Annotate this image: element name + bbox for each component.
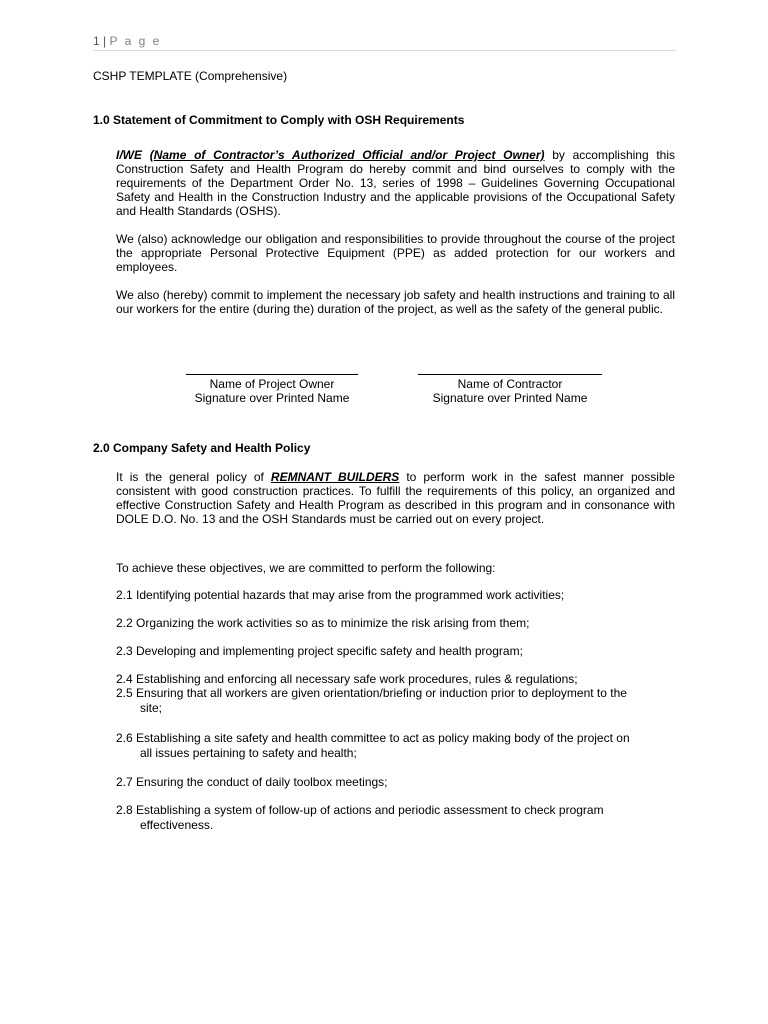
- list-item-text: 2.3 Developing and implementing project specific safety and health program;: [116, 644, 523, 658]
- policy-text-rest: to perform work in the safest manner possible consistent with good construction practices. To fulfill the requirements of this policy, an organized and effective Construction Safety and Health Program as described in this program and in consonance with DOLE D.O. No. 13 and the OSH Standards must be carried out on every project.: [116, 470, 675, 526]
- section-1-paragraph-1: [116, 148, 675, 218]
- owner-signature-label: Signature over Printed Name: [194, 391, 350, 405]
- list-item-text: 2.8 Establishing a system of follow-up of actions and periodic assessment to check program: [116, 803, 604, 817]
- list-item: [116, 803, 675, 833]
- list-item-continuation: site;: [140, 701, 163, 715]
- contractor-signature-line: [418, 362, 602, 375]
- list-item: [116, 588, 675, 603]
- section-1-paragraph-3: We also (hereby) commit to implement the necessary job safety and health instructions and training to all our workers for the entire (during the) duration of the project, as well as the safety of the general public.: [116, 288, 675, 316]
- list-item-continuation: all issues pertaining to safety and health;: [140, 746, 357, 760]
- commitment-text: by accomplishing this Construction Safety and Health Program do hereby commit and bind ourselves to comply with the requirements of the Department Order No. 13, series of 1998 – Guidelines Governing Occupational Safety and Health in the Construction Industry and the applicable provisions of the Occupational Safety and Health Standards (OSHS).: [116, 148, 676, 218]
- policy-text-start: It is the general policy of: [116, 470, 271, 484]
- list-item: [116, 775, 675, 790]
- section-2-paragraph-2: To achieve these objectives, we are committed to perform the following:: [116, 561, 496, 575]
- list-item-continuation: effectiveness.: [140, 818, 214, 832]
- page-label: P a g e: [109, 34, 162, 48]
- list-item: [116, 644, 675, 659]
- owner-signature-line: [186, 362, 358, 375]
- company-name: REMNANT BUILDERS: [270, 470, 400, 484]
- authorized-official-placeholder: Name of Contractor’s Authorized Official and/or Project Owner): [153, 148, 545, 162]
- iwe-label: I/WE: [116, 148, 142, 162]
- section-2-paragraph-1: [116, 470, 675, 526]
- page-separator: |: [103, 34, 107, 48]
- contractor-signature-block: [410, 362, 610, 405]
- list-item-text: 2.4 Establishing and enforcing all necessary safe work procedures, rules & regulations;: [116, 672, 578, 686]
- page-number: 1: [93, 34, 100, 48]
- contractor-signature-label: Signature over Printed Name: [432, 391, 588, 405]
- contractor-name-label: Name of Contractor: [457, 377, 563, 391]
- section-2-heading: 2.0 Company Safety and Health Policy: [93, 441, 311, 455]
- list-item-text: 2.5 Ensuring that all workers are given orientation/briefing or induction prior to deployment to the: [116, 686, 627, 700]
- owner-signature-block: [172, 362, 372, 405]
- section-1-paragraph-2: We (also) acknowledge our obligation and responsibilities to provide throughout the course of the project the appropriate Personal Protective Equipment (PPE) as added protection for our workers and employees.: [116, 232, 675, 274]
- list-item-text: 2.7 Ensuring the conduct of daily toolbox meetings;: [116, 775, 388, 789]
- page-header: [93, 34, 676, 51]
- document-title: CSHP TEMPLATE (Comprehensive): [93, 69, 288, 83]
- list-item: [116, 731, 675, 761]
- list-item: [116, 672, 675, 687]
- owner-name-label: Name of Project Owner: [209, 377, 335, 391]
- section-1-heading: 1.0 Statement of Commitment to Comply with OSH Requirements: [93, 113, 465, 127]
- open-paren: (: [142, 148, 154, 162]
- list-item: [116, 616, 675, 631]
- list-item-text: 2.6 Establishing a site safety and health committee to act as policy making body of the project on: [116, 731, 630, 745]
- list-item-text: 2.2 Organizing the work activities so as to minimize the risk arising from them;: [116, 616, 530, 630]
- list-item: [116, 686, 675, 716]
- list-item-text: 2.1 Identifying potential hazards that may arise from the programmed work activities;: [116, 588, 565, 602]
